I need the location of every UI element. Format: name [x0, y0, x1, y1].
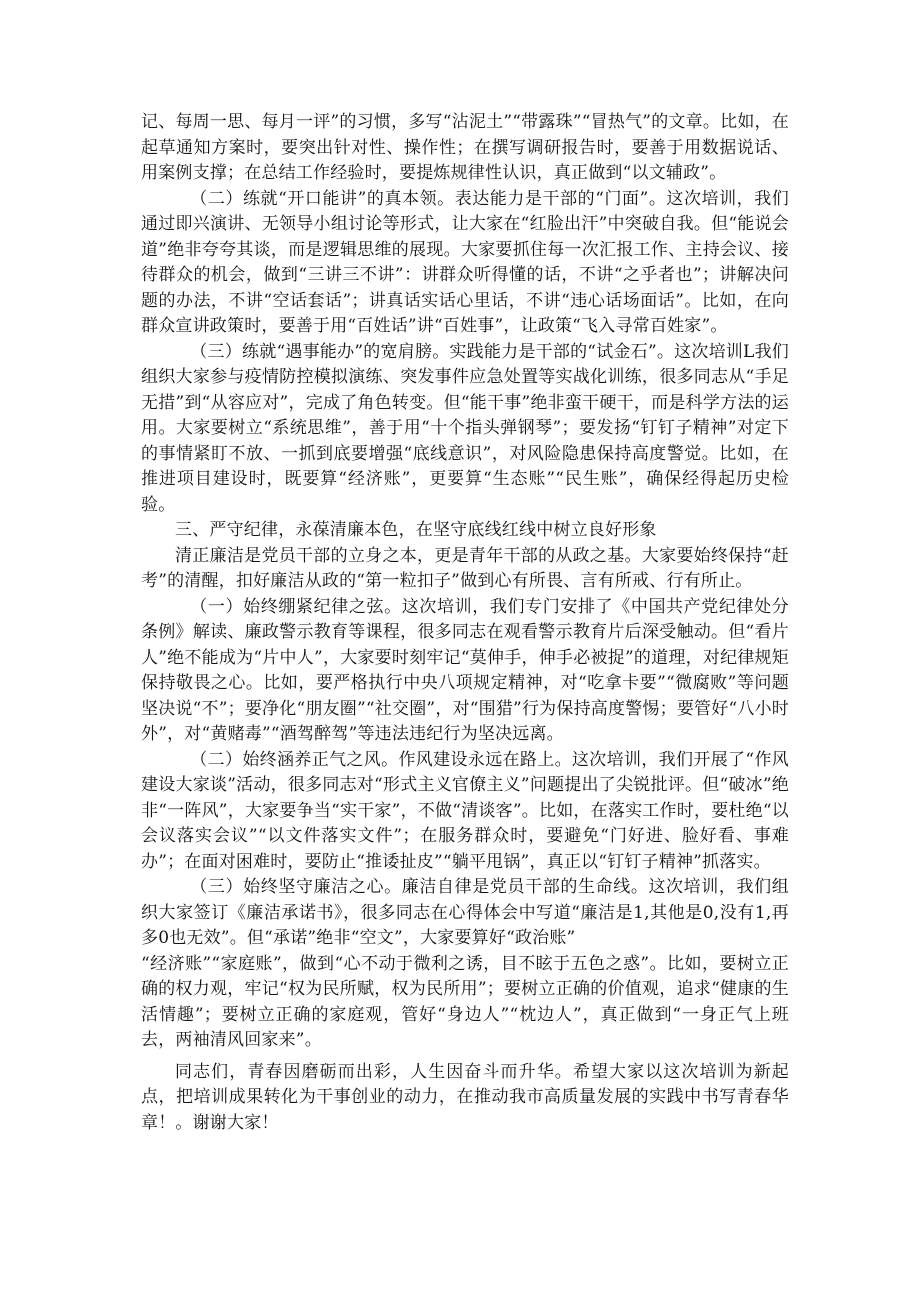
document-body [141, 110, 789, 1136]
paragraph-discipline-string: （一）始终绷紧纪律之弦。这次培训，我们专门安排了《中国共产党纪律处分条例》解读、廉政警示教育等课程，很多同志在观看警示教育片后深受触动。但“看片人”绝不能成为“片中人”，大家要时刻牢记“莫伸手，伸手必被捉”的道理，对纪律规矩保持敬畏之心。比如，要严格执行中央八项规定精神，对“吃拿卡要”“微腐败”等问题坚决说“不”；要净化“朋友圈”“社交圈”，对“围猎”行为保持高度警惕；要管好“八小时外”，对“黄赌毒”“酒驾醉驾”等违法违纪行为坚决远离。 [141, 596, 789, 744]
section-heading-discipline: 三、严守纪律，永葆清廉本色，在坚守底线红线中树立良好形象 [175, 520, 657, 540]
paragraph-clean-heart: （三）始终坚守廉洁之心。廉洁自律是党员干部的生命线。这次培训，我们组织大家签订《廉洁承诺书》，很多同志在心得体会中写道“廉洁是1,其他是0,没有1,再多0也无效”。但“承诺”绝非“空文”，大家要算好“政治账” [141, 877, 789, 948]
paragraph-discipline-intro: 清正廉洁是党员干部的立身之本，更是青年干部的从政之基。大家要始终保持“赶考”的清醒，扣好廉洁从政的“第一粒扣子”做到心有所畏、言有所戒、行有所止。 [141, 545, 789, 591]
paragraph-writing-continuation: 记、每周一思、每月一评”的习惯，多写“沾泥土”“带露珠”“冒热气”的文章。比如，在起草通知方案时，要突出针对性、操作性；在撰写调研报告时，要善于用数据说话、用案例支撑；在总结工作经验时，要提炼规律性认识，真正做到“以文辅政”。 [141, 112, 789, 183]
paragraph-practical-skill: （三）练就“遇事能办”的宽肩膀。实践能力是干部的“试金石”。这次培训L我们组织大家参与疫情防控模拟演练、突发事件应急处置等实战化训练，很多同志从“手足无措”到“从容应对”，完成了角色转变。但“能干事”绝非蛮干硬干，而是科学方法的运用。大家要树立“系统思维”，善于用“十个指头弹钢琴”；要发扬“钉钉子精神”对定下的事情紧盯不放、一抓到底要增强“底线意识”，对风险隐患保持高度警觉。比如，在推进项目建设时，既要算“经济账”，更要算“生态账”“民生账”，确保经得起历史检验。 [141, 341, 789, 515]
paragraph-closing: 同志们，青春因磨砺而出彩，人生因奋斗而升华。希望大家以这次培训为新起点，把培训成果转化为干事创业的动力，在推动我市高质量发展的实践中书写青春华章！。谢谢大家！ [141, 1061, 789, 1133]
paragraph-clean-heart-continued: “经济账”“家庭账”，做到“心不动于微利之诱，目不眩于五色之惑”。比如，要树立正确的权力观，牢记“权为民所赋，权为民所用”；要树立正确的价值观，追求“健康的生活情趣”；要树立正确的家庭观，管好“身边人”“枕边人”，真正做到“一身正气上班去，两袖清风回家来”。 [141, 953, 789, 1050]
paragraph-speaking-skill: （二）练就“开口能讲”的真本领。表达能力是干部的“门面”。这次培训，我们通过即兴演讲、无领导小组讨论等形式，让大家在“红脸出汗”中突破自我。但“能说会道”绝非夸夸其谈，而是逻辑思维的展现。大家要抓住每一次汇报工作、主持会议、接待群众的机会，做到“三讲三不讲”：讲群众听得懂的话，不讲“之乎者也”；讲解决问题的办法，不讲“空话套话”；讲真话实话心里话，不讲“违心话场面话”。比如，在向群众宣讲政策时，要善于用“百姓话”讲“百姓事”，让政策“飞入寻常百姓家”。 [141, 188, 789, 336]
paragraph-integrity-style: （二）始终涵养正气之风。作风建设永远在路上。这次培训，我们开展了“作风建设大家谈”活动，很多同志对“形式主义官僚主义”问题提出了尖锐批评。但“破冰”绝非“一阵风”，大家要争当“实干家”，不做“清谈客”。比如，在落实工作时，要杜绝“以会议落实会议”“以文件落实文件”；在服务群众时，要避免“门好进、脸好看、事难办”；在面对困难时，要防止“推诿扯皮”“躺平甩锅”，真正以“钉钉子精神”抓落实。 [141, 749, 789, 872]
